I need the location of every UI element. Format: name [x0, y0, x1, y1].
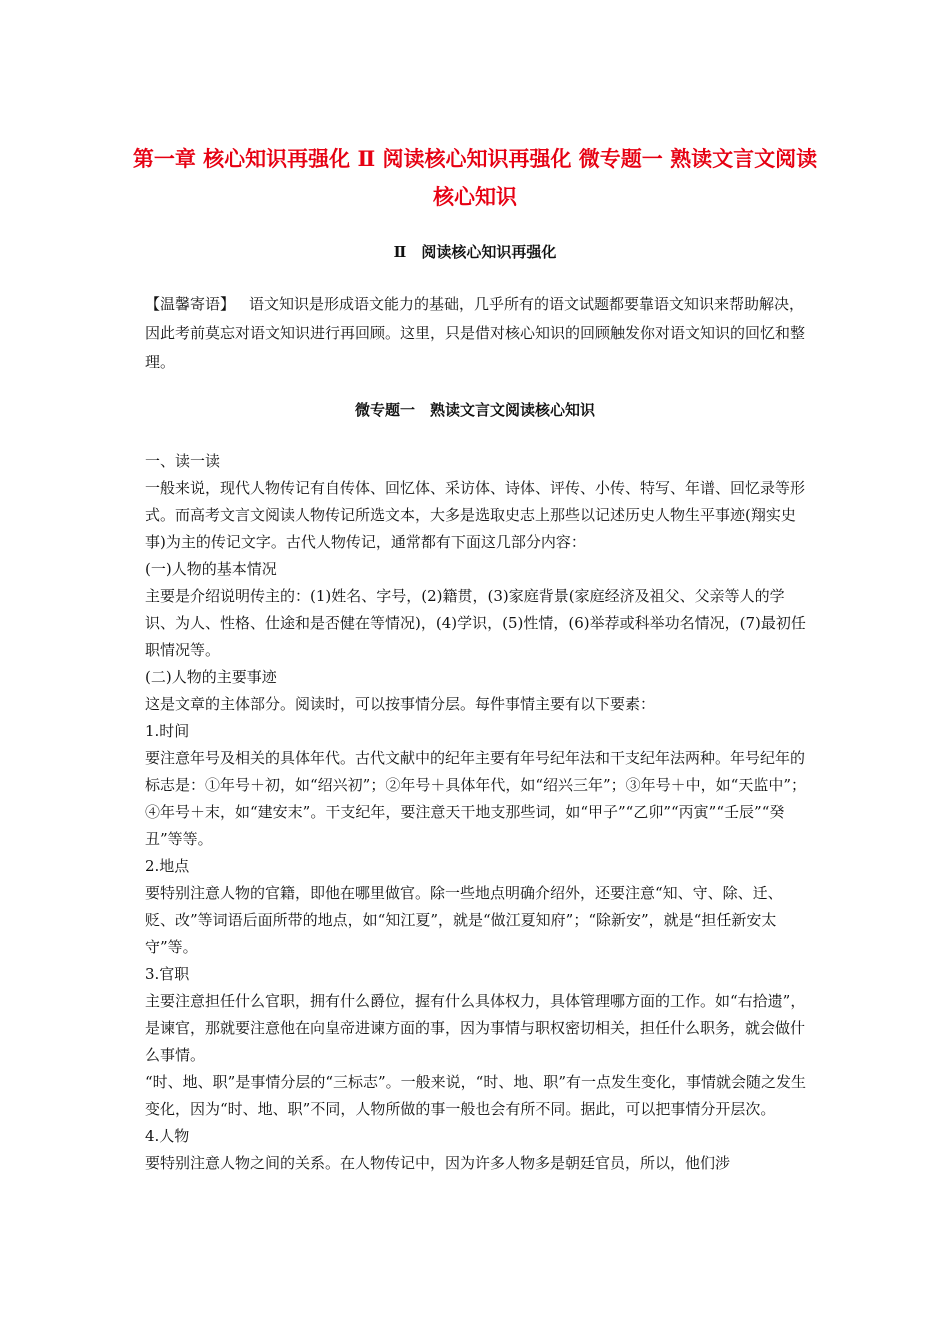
paragraph-three-markers: “时、地、职”是事情分层的“三标志”。一般来说，“时、地、职”有一点发生变化，事情就会随之发生变化，因为“时、地、职”不同，人物所做的事一般也会有所不同。据此，可以把事情分开层次。: [145, 1073, 807, 1118]
document-body: [145, 448, 810, 1177]
paragraph-main-deeds: 这是文章的主体部分。阅读时，可以按事情分层。每件事情主要有以下要素：: [145, 695, 656, 713]
notice-paragraph: [145, 290, 810, 377]
heading-office: 3.官职: [145, 965, 190, 983]
paragraph-intro: 一般来说，现代人物传记有自传体、回忆体、采访体、诗体、评传、小传、特写、年谱、回忆录等形式。而高考文言文阅读人物传记所选文本，大多是选取史志上那些以记述历史人物生平事迹(翔实史事)为主的传记文字。古代人物传记，通常都有下面这几部分内容：: [145, 479, 806, 551]
heading-place: 2.地点: [145, 857, 190, 875]
notice-tag: 【温馨寄语】: [145, 295, 236, 313]
heading-people: 4.人物: [145, 1127, 190, 1145]
section-title: 微专题一 熟读文言文阅读核心知识: [354, 401, 595, 419]
heading-read: 一、读一读: [145, 452, 221, 470]
paragraph-people: 要特别注意人物之间的关系。在人物传记中，因为许多人物多是朝廷官员，所以，他们涉: [145, 1154, 731, 1172]
paragraph-place: 要特别注意人物的官籍，即他在哪里做官。除一些地点明确介绍外，还要注意“知、守、除、迁、贬、改”等词语后面所带的地点，如“知江夏”，就是“做江夏知府”；“除新安”，就是“担任新安太守”等。: [145, 884, 783, 956]
paragraph-office: 主要注意担任什么官职，拥有什么爵位，握有什么具体权力，具体管理哪方面的工作。如“右拾遗”，是谏官，那就要注意他在向皇帝进谏方面的事，因为事情与职权密切相关，担任什么职务，就会做什么事情。: [145, 992, 806, 1064]
paragraph-time: 要注意年号及相关的具体年代。古代文献中的纪年主要有年号纪年法和干支纪年法两种。年号纪年的标志是：①年号＋初，如“绍兴初”；②年号＋具体年代，如“绍兴三年”；③年号＋中，如“天监中”；④年号＋末，如“建安末”。干支纪年，要注意天干地支那些词，如“甲子”“乙卯”“丙寅”“壬辰”“癸丑”等等。: [145, 749, 807, 848]
document-title: 第一章 核心知识再强化 Ⅱ 阅读核心知识再强化 微专题一 熟读文言文阅读核心知识: [132, 146, 818, 209]
heading-basic-info: (一)人物的基本情况: [145, 560, 277, 578]
notice-text: 语文知识是形成语文能力的基础，几乎所有的语文试题都要靠语文知识来帮助解决，因此考前莫忘对语文知识进行再回顾。这里，只是借对核心知识的回顾触发你对语文知识的回忆和整理。: [145, 295, 806, 371]
heading-main-deeds: (二)人物的主要事迹: [145, 668, 277, 686]
document-subtitle: Ⅱ 阅读核心知识再强化: [393, 243, 557, 261]
heading-time: 1.时间: [145, 722, 190, 740]
paragraph-basic-info: 主要是介绍说明传主的：(1)姓名、字号，(2)籍贯，(3)家庭背景(家庭经济及祖父、父亲等人的学识、为人、性格、仕途和是否健在等情况)，(4)学识，(5)性情，(6)举荐或科举功名情况，(7)最初任职情况等。: [145, 587, 806, 659]
